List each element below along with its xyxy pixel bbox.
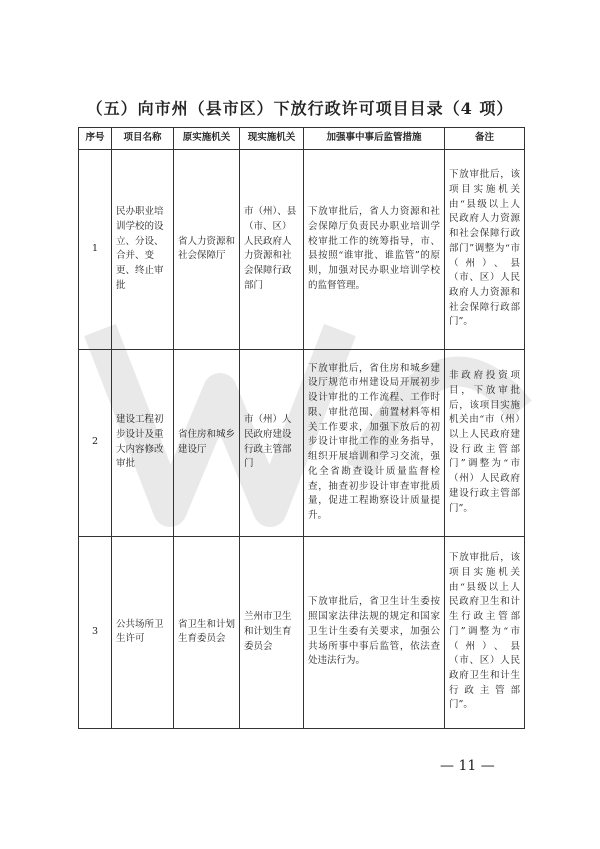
row-note: 非政府投资项目，下放审批后，该项目实施机关由“市（州）以上人民政府建设行政主管部门”调整为“市（州）人民政府建设行政主管部门”。 — [445, 349, 525, 536]
row-num: 2 — [79, 349, 112, 536]
row-measures: 下放审批后，省住房和城乡建设厅规范市州建设局开展初步设计审批的工作流程、工作时限、审批范围、前置材料等相关工作要求，加强下放后的初步设计审批工作的业务指导，组织开展培训和学习交流，强化全省勘查设计质量监督检查，抽查初步设计审查审批质量，促进工程勘察设计质量提升。 — [304, 349, 445, 536]
page-title: （五）向市州（县市区）下放行政许可项目目录（4 项） — [86, 99, 514, 118]
row-name: 建设工程初步设计及重大内容修改审批 — [112, 349, 174, 536]
row-num: 3 — [79, 536, 112, 728]
row-measures: 下放审批后，省卫生计生委按照国家法律法规的规定和国家卫生计生委有关要求，加强公共场所事中事后监管，依法查处违法行为。 — [304, 536, 445, 728]
row-original: 省住房和城乡建设厅 — [174, 349, 240, 536]
row-current: 市（州）人民政府建设行政主管部门 — [240, 349, 304, 536]
col-header-measures: 加强事中事后监管措施 — [304, 128, 445, 150]
page-number: — 11 — — [440, 758, 495, 774]
col-header-note: 备注 — [445, 128, 525, 150]
row-name: 公共场所卫生许可 — [112, 536, 174, 728]
row-measures: 下放审批后，省人力资源和社会保障厅负责民办职业培训学校审批工作的统筹指导，市、县按照“谁审批、谁监管”的原则，加强对民办职业培训学校的监督管理。 — [304, 149, 445, 349]
col-header-original: 原实施机关 — [174, 128, 240, 150]
row-name: 民办职业培训学校的设立、分设、合并、变更、终止审批 — [112, 149, 174, 349]
row-note: 下放审批后，该项目实施机关由“县级以上人民政府人力资源和社会保障行政部门”调整为“市（州）、县（市、区）人民政府人力资源和社会保障行政部门”。 — [445, 149, 525, 349]
row-original: 省卫生和计划生育委员会 — [174, 536, 240, 728]
row-note: 下放审批后，该项目实施机关由“县级以上人民政府卫生和计生行政主管部门”调整为“市（州）、县（市、区）人民政府卫生和计生行政主管部门”。 — [445, 536, 525, 728]
row-num: 1 — [79, 149, 112, 349]
row-current: 兰州市卫生和计划生育委员会 — [240, 536, 304, 728]
row-current: 市（州）、县（市、区）人民政府人力资源和社会保障行政部门 — [240, 149, 304, 349]
col-header-current: 现实施机关 — [240, 128, 304, 150]
table-row — [79, 149, 525, 349]
table-header-row — [79, 128, 525, 150]
table-row — [79, 536, 525, 728]
col-header-num: 序号 — [79, 128, 112, 150]
permit-table — [78, 127, 525, 729]
col-header-name: 项目名称 — [112, 128, 174, 150]
table-row — [79, 349, 525, 536]
row-original: 省人力资源和社会保障厅 — [174, 149, 240, 349]
